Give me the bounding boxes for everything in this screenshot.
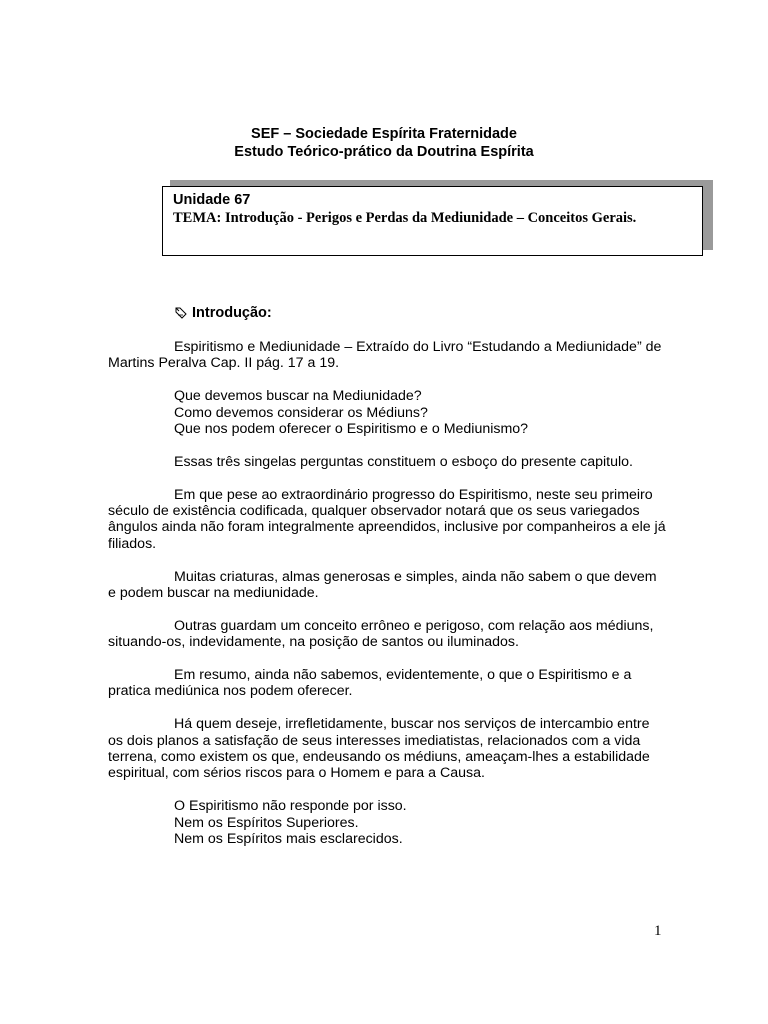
question-2: Como devemos considerar os Médiuns? — [174, 404, 428, 421]
paragraph-source: Espiritismo e Mediunidade – Extraído do Livro “Estudando a Mediunidade” de Martins Peralva Cap. II pág. 17 a 19. — [108, 339, 662, 372]
section-title: Introdução: — [192, 305, 272, 321]
section-heading — [174, 305, 272, 321]
paragraph-7: Há quem deseje, irrefletidamente, buscar nos serviços de intercambio entre os dois planos a satisfação de seus interesses imediatistas, relacionados com a vida terrena, como existem os que, endeusando os médiuns, ameaçam-lhes a estabilidade espiritual, com sérios riscos para o Homem e para a Causa. — [108, 716, 650, 782]
paragraph-5: Outras guardam um conceito errôneo e perigoso, com relação aos médiuns, situando-os, indevidamente, na posição de santos ou iluminados. — [108, 617, 654, 651]
page-number: 1 — [654, 923, 662, 939]
questions-list — [108, 388, 668, 437]
paragraph-2: Essas três singelas perguntas constituem o esboço do presente capitulo. — [174, 453, 633, 470]
unit-number: Unidade 67 — [173, 192, 251, 208]
conclusion-3: Nem os Espíritos mais esclarecidos. — [174, 831, 403, 848]
document-body — [108, 339, 668, 864]
conclusion-list — [108, 798, 668, 847]
paragraph-6: Em resumo, ainda não sabemos, evidentemente, o que o Espiritismo e a pratica mediúnica nos podem oferecer. — [108, 667, 632, 700]
paragraph-3: Em que pese ao extraordinário progresso do Espiritismo, neste seu primeiro século de existência codificada, qualquer observador notará que os seus variegados ângulos ainda não foram integralmente apreendidos, inclusive por companheiros a ele já filiados. — [108, 486, 666, 552]
pencil-icon — [174, 306, 188, 320]
conclusion-2: Nem os Espíritos Superiores. — [174, 814, 359, 831]
paragraph-4: Muitas criaturas, almas generosas e simples, ainda não sabem o que devem e podem buscar na mediunidade. — [108, 568, 657, 602]
document-header — [0, 125, 768, 161]
header-title: SEF – Sociedade Espírita Fraternidade — [251, 126, 517, 142]
header-subtitle: Estudo Teórico-prático da Doutrina Espírita — [234, 144, 534, 160]
unit-theme: TEMA: Introdução - Perigos e Perdas da Mediunidade – Conceitos Gerais. — [173, 210, 637, 226]
question-3: Que nos podem oferecer o Espiritismo e o Mediunismo? — [174, 421, 529, 438]
conclusion-1: O Espiritismo não responde por isso. — [174, 798, 407, 815]
unit-box — [162, 186, 703, 256]
question-1: Que devemos buscar na Mediunidade? — [174, 388, 422, 405]
